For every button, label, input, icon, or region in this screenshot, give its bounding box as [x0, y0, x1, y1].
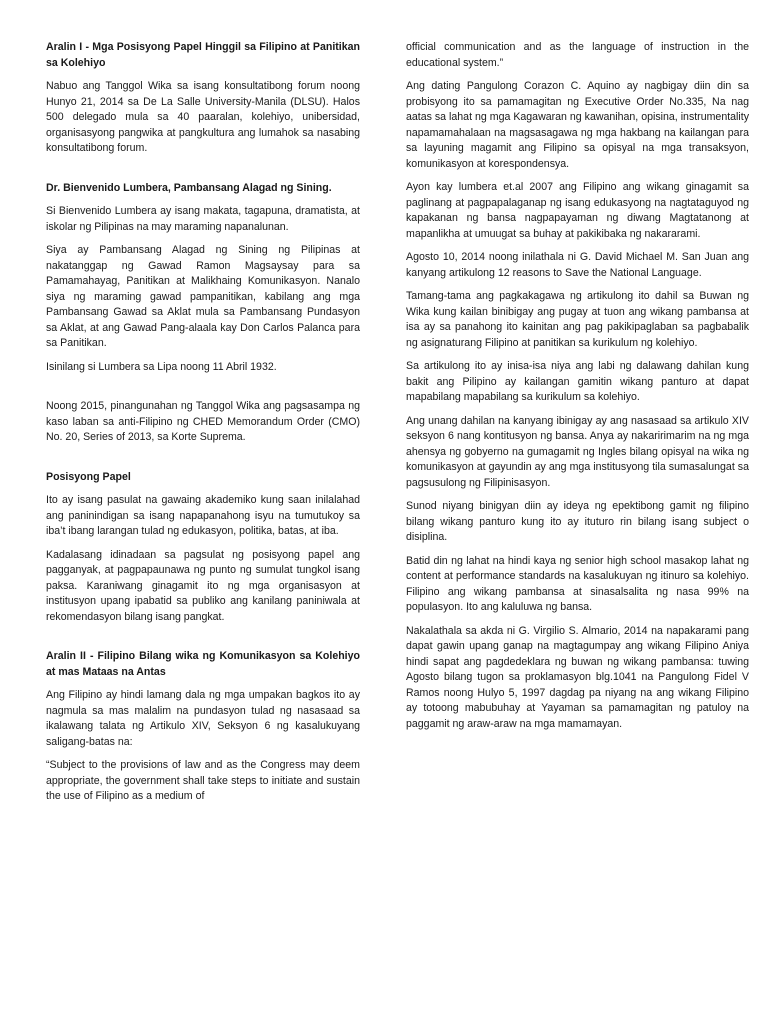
isa-isa-paragraph: Sa artikulong ito ay inisa-isa niya ang labi ng dalawang dahilan kung bakit ang Pilipino ay kailangan gamitin wikang panturo at dapat mapabilang mapabilang sa kurikulum sa kolehiyo.	[406, 360, 749, 403]
batid-paragraph: Batid din ng lahat na hindi kaya ng senior high school masakop lahat ng content at performance standards na kasalukuyan ng itinuro sa kolehiyo. Filipino ang wikang pambansa at sinasalsalita ng nasa 99% na populasyon. Ito ang kaluluwa ng bansa.	[406, 554, 749, 613]
constitution-quote-start: “Subject to the provisions of law and as the Congress may deem appropriate, the government shall take steps to initiate and sustain the use of Filipino as a medium of	[46, 759, 360, 802]
aquino-paragraph: Ang dating Pangulong Corazon C. Aquino ay nagbigay diin din sa probisyong ito sa pamamagitan ng Executive Order No.335, Na nag aatas sa lahat ng mga Kagawaran ng kawanihan, opisina, instrumentality napamamahalaan na magsasagawa ng mga hakbang na kailangan para sa layuning magamit ang Filipino sa opisyal na mga transaksyon, komunikasyon at korespondensya.	[406, 80, 749, 170]
sunod-paragraph: Sunod niyang binigyan diin ay ideya ng epektibong gamit ng filipino bilang wikang panturo kung ito ay ituturo rin bilang isang subject o disiplina.	[406, 500, 749, 543]
lumbera-paragraph-1: Si Bienvenido Lumbera ay isang makata, tagapuna, dramatista, at iskolar ng Pilipinas na may maraming napanalunan.	[46, 205, 360, 233]
lumbera-2007-paragraph: Ayon kay lumbera et.al 2007 ang Filipino ang wikang ginagamit sa paglinang at pagpapalaganap ng isang edukasyong na nagtataguyod ng kapakanan ng bansa nagpapayaman ng diwang Magtatanong at mapanlikha at umuugat sa buhay at pakikibaka ng nakararami.	[406, 181, 749, 240]
san-juan-paragraph: Agosto 10, 2014 noong inilathala ni G. David Michael M. San Juan ang kanyang artikulong 12 reasons to Save the National Language.	[406, 251, 749, 279]
posisyong-papel-paragraph-1: Ito ay isang pasulat na gawaing akademiko kung saan inilalahad ang paninindigan sa isang napapanahong isyu na tumutukoy sa iba’t ibang larangan tulad ng edukasyon, politika, batas, at iba.	[46, 494, 360, 537]
posisyong-papel-heading: Posisyong Papel	[46, 470, 131, 483]
forum-paragraph: Nabuo ang Tanggol Wika sa isang konsultatibong forum noong Hunyo 21, 2014 sa De La Salle University-Manila (DLSU). Halos 500 delegado mula sa 40 paaralan, kolehiyo, unibersidad, organisasyong pangwika at pangkultura ang lumahok sa nasabing konsultatibong forum.	[46, 80, 360, 154]
aralin-2-heading: Aralin II - Filipino Bilang wika ng Komunikasyon sa Kolehiyo at mas Mataas na Antas	[46, 650, 360, 678]
aralin-2-paragraph: Ang Filipino ay hindi lamang dala ng mga umpakan bagkos ito ay nagmula sa mas malalim na pundasyon tulad ng nasasaad sa ikalawang talata ng Artikulo XIV, Seksyon 6 ng kasalukuyang saligang-batas na:	[46, 689, 360, 748]
lumbera-paragraph-3: Isinilang si Lumbera sa Lipa noong 11 Abril 1932.	[46, 360, 277, 373]
left-column	[46, 40, 360, 813]
tamang-tama-paragraph: Tamang-tama ang pagkakagawa ng artikulong ito dahil sa Buwan ng Wika kung kailan binibigay ang pugay at tuon ang wikang pambansa at isa ay sa panahong ito kainitan ang pag pakikipaglaban sa pagbabalik ng asignaturang Filipino at panitikan sa kurikulum ng kolehiyo.	[406, 290, 749, 349]
aralin-1-heading: Aralin I - Mga Posisyong Papel Hinggil sa Filipino at Panitikan sa Kolehiyo	[46, 41, 360, 69]
posisyong-papel-paragraph-2: Kadalasang idinadaan sa pagsulat ng posisyong papel ang pagganyak, at pagpapaunawa ng punto ng sumulat tungkol isang paksa. Karaniwang ginagamit ito ng mga organisasyon at institusyon upang ipabatid sa publiko ang kanilang paniniwala at rekomendasyon bilang isang pangkat.	[46, 548, 360, 623]
lumbera-heading: Dr. Bienvenido Lumbera, Pambansang Alagad ng Sining.	[46, 181, 332, 194]
almario-paragraph: Nakalathala sa akda ni G. Virgilio S. Almario, 2014 na napakarami pang dapat gawin upang ganap na magtagumpay ang wikang Filipino Aniya hindi sapat ang pagdedeklara ng buwan ng wikang pambansa: tuwing Agosto bilang tugon sa proklamasyon blg.1041 na Pangulong Fidel V Ramos noong Hulyo 5, 1997 dagdag pa niyang na ang wikang Filipino ay totoong mabubuhay at Yayaman sa pamamagitan ng patuloy na paggamit ng araw-araw na mga mamamayan.	[406, 624, 749, 730]
year-2015-paragraph: Noong 2015, pinangunahan ng Tanggol Wika ang pagsasampa ng kaso laban sa anti-Filipino ng CHED Memorandum Order (CMO) No. 20, Series of 2013, sa Korte Suprema.	[46, 400, 360, 443]
lumbera-paragraph-2: Siya ay Pambansang Alagad ng Sining ng Pilipinas at nakatanggap ng Gawad Ramon Magsaysay para sa Pamamahayag, Panitikan at Malikhaing Komunikasyon. Nanalo siya ng maraming gawad pampanitikan, kabilang ang mga Pambansang Gawad sa Aklat mula sa Pambansang Pundasyon sa Aklat, at ang Gawad Pang-alaala kay Don Carlos Palanca para sa Panitikan.	[46, 244, 360, 349]
constitution-quote-end: official communication and as the language of instruction in the educational system.”	[406, 41, 749, 69]
right-column	[406, 40, 749, 740]
unang-dahilan-paragraph: Ang unang dahilan na kanyang ibinigay ay ang nasasaad sa artikulo XIV seksyon 6 nang kontitusyon ng bansa. Anya ay nakaririmarim na ng mga ahensya ng gobyerno na gumagamit ng Ingles bilang opisyal na wika ng komunikasyon at gayundin ay ang mga institusyong tila sumasalungat sa pagsusulong ng Filipinisasyon.	[406, 414, 749, 489]
